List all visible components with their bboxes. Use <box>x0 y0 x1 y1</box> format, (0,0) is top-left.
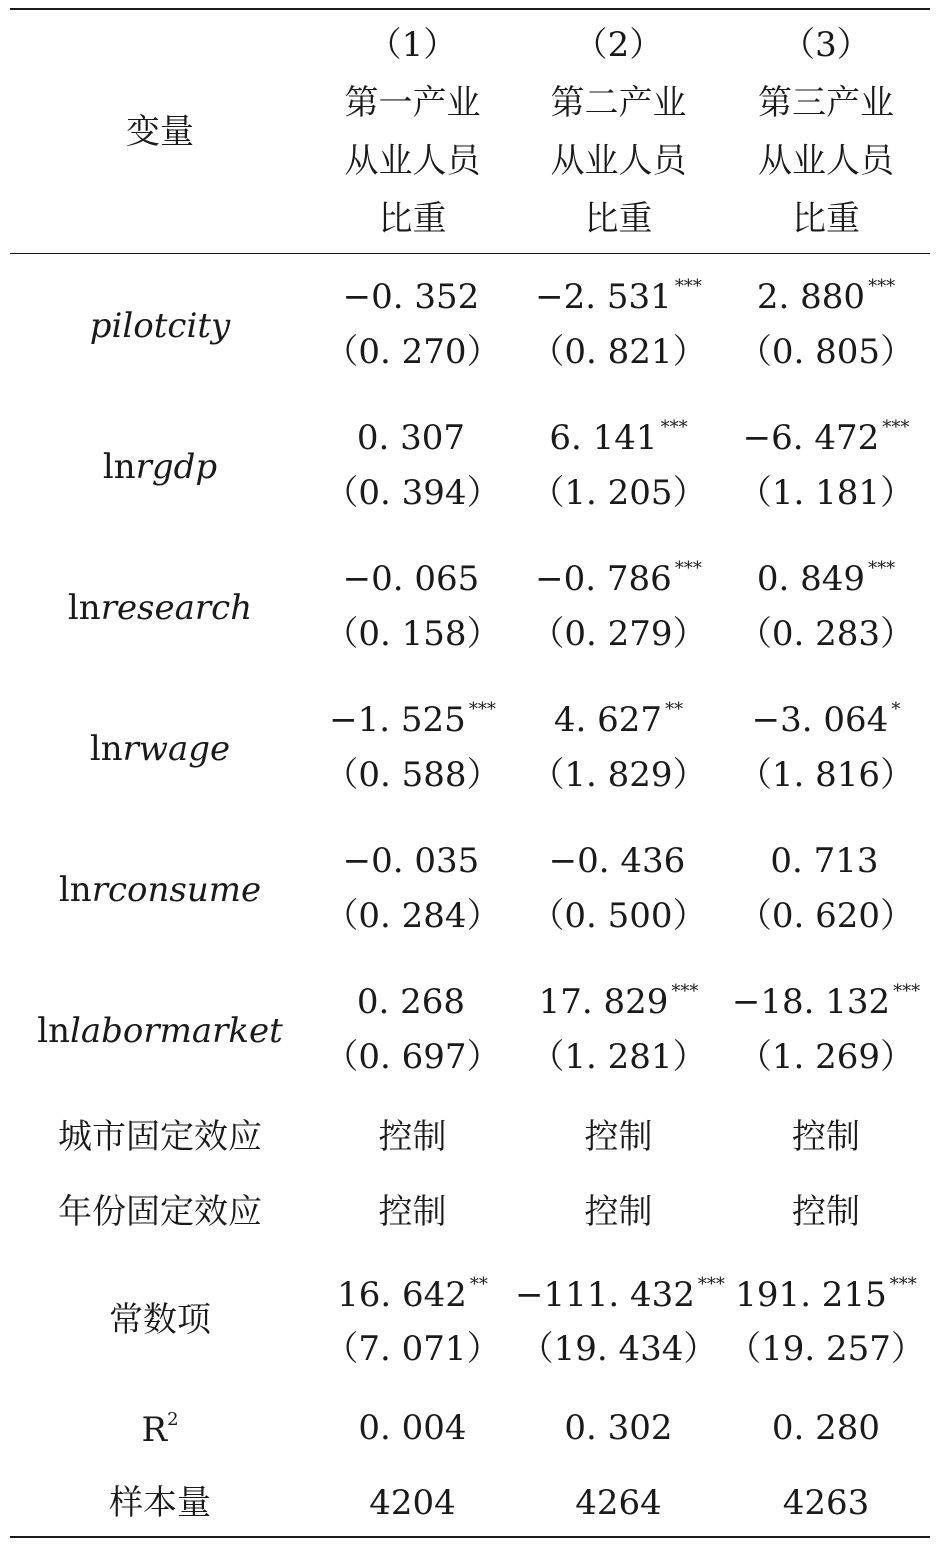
variable-label: pilotcity <box>89 306 231 346</box>
coefficient-cell: 17. 829 *** <box>538 981 699 1022</box>
standard-error-cell: （1. 281） <box>530 1037 707 1077</box>
standard-error-cell: （0. 284） <box>324 896 501 936</box>
standard-error-cell: （19. 257） <box>727 1329 925 1369</box>
variable-label: lnlabormarket <box>37 1011 283 1051</box>
standard-error-cell: （19. 434） <box>519 1329 718 1369</box>
fixed-effect-label: 年份固定效应 <box>58 1192 262 1232</box>
r-squared-value: 0. 004 <box>358 1408 467 1448</box>
variable-label: lnresearch <box>67 588 253 628</box>
coefficient-cell: 0. 307 <box>356 418 466 458</box>
standard-error-cell: （0. 158） <box>324 614 501 654</box>
standard-error-cell: （0. 805） <box>737 332 915 372</box>
variable-label: lnrgdp <box>102 447 218 487</box>
standard-error-cell: （1. 816） <box>737 755 915 795</box>
column-title-line1: 第二产业 <box>550 83 687 123</box>
coefficient-cell: −111. 432 *** <box>515 1274 725 1315</box>
column-title-line2: 从业人员 <box>550 141 687 181</box>
variable-header: 变量 <box>126 112 194 152</box>
r-squared-value: 0. 302 <box>564 1408 673 1448</box>
coefficient-cell: −2. 531 *** <box>535 276 702 317</box>
standard-error-cell: （0. 283） <box>737 614 915 654</box>
column-header-2 <box>515 16 722 248</box>
coefficient-cell: 0. 713 <box>770 841 879 881</box>
coefficient-cell: −1. 525 *** <box>329 699 496 740</box>
fixed-effect-value: 控制 <box>584 1192 653 1232</box>
standard-error-cell: （1. 829） <box>530 755 707 795</box>
column-title-line3: 比重 <box>584 199 653 239</box>
variable-label: lnrconsume <box>58 870 262 910</box>
standard-error-cell: （0. 697） <box>324 1037 501 1077</box>
standard-error-cell: （0. 620） <box>737 896 915 936</box>
column-number: （3） <box>781 25 871 65</box>
column-title-line1: 第一产业 <box>344 83 481 123</box>
standard-error-cell: （0. 821） <box>530 332 707 372</box>
fixed-effect-value: 控制 <box>378 1192 447 1232</box>
sample-size-value: 4204 <box>369 1483 456 1523</box>
sample-size-value: 4263 <box>782 1483 870 1523</box>
coefficient-cell: 4. 627 ** <box>553 699 684 740</box>
standard-error-cell: （0. 588） <box>324 755 501 795</box>
header-rule <box>10 253 930 254</box>
r-squared-label: $R^2$ <box>141 1409 179 1450</box>
coefficient-cell: −0. 786 *** <box>535 558 702 599</box>
fixed-effect-value: 控制 <box>378 1117 447 1157</box>
standard-error-cell: （7. 071） <box>324 1329 501 1369</box>
coefficient-cell: −18. 132 *** <box>731 981 921 1022</box>
coefficient-cell: 0. 268 <box>356 982 466 1022</box>
coefficient-cell: 2. 880 *** <box>756 276 896 317</box>
fixed-effect-label: 城市固定效应 <box>58 1117 262 1157</box>
fixed-effect-value: 控制 <box>584 1117 653 1157</box>
column-number: （1） <box>367 25 458 65</box>
standard-error-cell: （0. 270） <box>324 332 501 372</box>
column-title-line3: 比重 <box>378 199 447 239</box>
column-header-3 <box>722 16 930 248</box>
top-rule <box>10 8 930 10</box>
coefficient-cell: 16. 642 ** <box>337 1274 488 1315</box>
standard-error-cell: （0. 394） <box>324 473 501 513</box>
coefficient-cell: −0. 035 <box>342 841 480 881</box>
standard-error-cell: （1. 269） <box>737 1037 915 1077</box>
sample-size-value: 4264 <box>575 1483 662 1523</box>
coefficient-cell: 191. 215 *** <box>735 1274 917 1315</box>
coefficient-cell: −0. 436 <box>548 841 686 881</box>
column-title-line3: 比重 <box>792 199 860 239</box>
column-title-line1: 第三产业 <box>758 83 894 123</box>
r-squared-value: 0. 280 <box>771 1408 881 1448</box>
coefficient-cell: −0. 065 <box>342 559 480 599</box>
standard-error-cell: （0. 500） <box>530 896 707 936</box>
sample-size-label: 样本量 <box>109 1483 211 1523</box>
constant-label: 常数项 <box>109 1300 211 1340</box>
standard-error-cell: （1. 205） <box>530 473 707 513</box>
fixed-effect-value: 控制 <box>792 1192 860 1232</box>
column-number: （2） <box>573 25 664 65</box>
coefficient-cell: −0. 352 <box>342 277 480 317</box>
standard-error-cell: （0. 279） <box>530 614 707 654</box>
coefficient-cell: −6. 472 *** <box>742 417 910 458</box>
coefficient-cell: 6. 141 *** <box>549 417 688 458</box>
coefficient-cell: −3. 064 * <box>751 699 901 740</box>
bottom-rule <box>10 1536 930 1538</box>
coefficient-cell: 0. 849 *** <box>756 558 896 599</box>
fixed-effect-value: 控制 <box>792 1117 860 1157</box>
variable-label: lnrwage <box>89 729 231 769</box>
column-header-1 <box>310 16 515 248</box>
column-title-line2: 从业人员 <box>344 141 481 181</box>
column-title-line2: 从业人员 <box>758 141 894 181</box>
standard-error-cell: （1. 181） <box>737 473 915 513</box>
